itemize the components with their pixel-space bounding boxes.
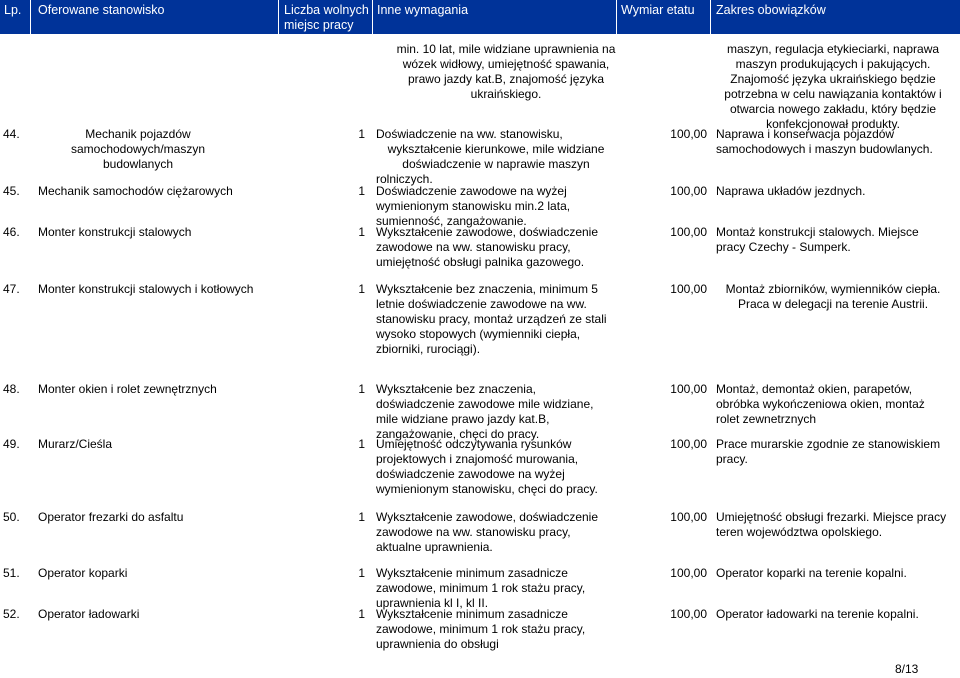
row-number: 45.	[3, 184, 20, 198]
text-line: Naprawa i konserwacja pojazdów	[716, 127, 895, 141]
duties-cell	[716, 127, 960, 157]
text-line: otwarcia nowego zakładu, który będzie	[729, 102, 937, 116]
text-line: Operator koparki na terenie kopalni.	[716, 566, 907, 580]
duties-cell	[716, 566, 960, 581]
text-line: aktualne uprawnienia.	[376, 540, 493, 554]
text-line: Montaż, demontaż okien, parapetów,	[716, 382, 913, 396]
text-line: Wykształcenie bez znaczenia,	[376, 382, 536, 396]
text-line: Znajomość języka ukraińskiego będzie	[730, 72, 936, 86]
vacancy-count: 1	[358, 566, 365, 580]
vacancy-count: 1	[358, 607, 365, 621]
row-number: 51.	[3, 566, 20, 580]
header-count-line1: Liczba wolnych	[284, 3, 369, 17]
text-line: Operator koparki	[38, 566, 128, 580]
duties-cell	[716, 42, 950, 132]
position-cell	[38, 607, 278, 622]
row-number: 48.	[3, 382, 20, 396]
text-line: zawodowe, minimum 1 rok stażu pracy,	[376, 581, 586, 595]
text-line: Prace murarskie zgodnie ze stanowiskiem	[716, 437, 941, 451]
text-line: Monter konstrukcji stalowych i kotłowych	[38, 282, 254, 296]
requirements-cell	[376, 42, 636, 102]
text-line: wymienionym stanowisku, chęci do pracy.	[376, 482, 598, 496]
fte-value: 100,00	[670, 607, 707, 621]
duties-cell	[716, 382, 960, 427]
position-cell	[38, 382, 278, 397]
requirements-cell	[376, 566, 636, 611]
header-divider	[372, 0, 373, 34]
text-line: Mechanik pojazdów	[85, 127, 191, 141]
position-cell	[38, 437, 278, 452]
text-line: obróbka wykończeniowa okien, montaż	[716, 397, 925, 411]
requirements-cell	[376, 225, 636, 270]
row-number: 49.	[3, 437, 20, 451]
text-line: samochodowych/maszyn budowlanych	[70, 142, 206, 171]
vacancy-count: 1	[358, 282, 365, 296]
text-line: wózek widłowy, umiejętność spawania,	[402, 57, 610, 71]
text-line: Mechanik samochodów ciężarowych	[38, 184, 233, 198]
text-line: doświadczenie zawodowe mile widziane,	[376, 397, 594, 411]
text-line: min. 10 lat, mile widziane uprawnienia na	[396, 42, 616, 56]
position-cell	[38, 282, 278, 297]
text-line: doświadczenie zawodowe na wyżej	[376, 467, 565, 481]
requirements-cell	[376, 382, 636, 442]
text-line: rolniczych.	[376, 172, 433, 186]
duties-cell	[716, 607, 960, 622]
text-line: maszyn produkujących i pakujących.	[735, 57, 931, 71]
position-cell	[38, 225, 278, 240]
text-line: uprawnienia do obsługi	[376, 637, 499, 651]
fte-value: 100,00	[670, 225, 707, 239]
requirements-cell	[376, 607, 636, 652]
requirements-cell	[376, 127, 636, 187]
text-line: pracy.	[716, 452, 748, 466]
text-line: wymienionym stanowisku min.2 lata,	[376, 199, 571, 213]
vacancy-count: 1	[358, 437, 365, 451]
text-line: Naprawa układów jezdnych.	[716, 184, 866, 198]
text-line: prawo jazdy kat.B, znajomość języka	[407, 72, 605, 86]
header-requirements: Inne wymagania	[377, 3, 469, 17]
text-line: mile widziane prawo jazdy kat.B,	[376, 412, 550, 426]
fte-value: 100,00	[670, 282, 707, 296]
text-line: konfekcjonował produkty.	[766, 117, 900, 131]
header-divider	[278, 0, 279, 34]
text-line: Praca w delegacji na terenie Austrii.	[737, 297, 929, 311]
text-line: zawodowe na ww. stanowisku pracy,	[376, 240, 571, 254]
fte-value: 100,00	[670, 382, 707, 396]
fte-value: 100,00	[670, 566, 707, 580]
header-duties: Zakres obowiązków	[716, 3, 826, 17]
text-line: maszyn, regulacja etykieciarki, naprawa	[726, 42, 940, 56]
text-line: pracy Czechy - Sumperk.	[716, 240, 851, 254]
text-line: Wykształcenie minimum zasadnicze	[376, 607, 568, 621]
text-line: doświadczenie w naprawie maszyn	[402, 157, 590, 171]
text-line: Doświadczenie na ww. stanowisku,	[376, 127, 563, 141]
text-line: Wykształcenie bez znaczenia, minimum 5	[376, 282, 598, 296]
vacancy-count: 1	[358, 510, 365, 524]
text-line: Umiejętność obsługi frezarki. Miejsce pracy	[716, 510, 947, 524]
requirements-cell	[376, 282, 636, 357]
text-line: potrzebna w celu nawiązania kontaktów i	[724, 87, 942, 101]
vacancy-count: 1	[358, 225, 365, 239]
position-cell	[38, 566, 278, 581]
fte-value: 100,00	[670, 184, 707, 198]
row-number: 50.	[3, 510, 20, 524]
text-line: samochodowych i maszyn budowlanych.	[716, 142, 933, 156]
text-line: Wykształcenie minimum zasadnicze	[376, 566, 568, 580]
duties-cell	[716, 282, 950, 312]
text-line: Operator ładowarki	[38, 607, 140, 621]
text-line: zangażowanie, chęci do pracy.	[376, 427, 540, 441]
header-count-line2: miejsc pracy	[284, 18, 354, 32]
duties-cell	[716, 510, 960, 540]
text-line: Doświadczenie zawodowe na wyżej	[376, 184, 567, 198]
row-number: 44.	[3, 127, 20, 141]
header-divider	[710, 0, 711, 34]
text-line: zbiorniki, rurociągi).	[376, 342, 481, 356]
table-header	[0, 0, 960, 34]
position-cell	[38, 184, 278, 199]
text-line: ukraińskiego.	[470, 87, 542, 101]
duties-cell	[716, 437, 960, 467]
position-cell	[38, 127, 238, 172]
page-number: 8/13	[895, 662, 919, 676]
text-line: Montaż konstrukcji stalowych. Miejsce	[716, 225, 919, 239]
header-lp: Lp.	[4, 3, 22, 17]
text-line: sumienność, zangażowanie.	[376, 214, 527, 228]
row-number: 47.	[3, 282, 20, 296]
text-line: rolet zewnetrznych	[716, 412, 817, 426]
fte-value: 100,00	[670, 437, 707, 451]
text-line: Monter okien i rolet zewnętrznych	[38, 382, 217, 396]
text-line: Wykształcenie zawodowe, doświadczenie	[376, 510, 598, 524]
requirements-cell	[376, 437, 636, 497]
text-line: Operator frezarki do asfaltu	[38, 510, 184, 524]
header-fte: Wymiar etatu	[621, 3, 695, 17]
fte-value: 100,00	[670, 510, 707, 524]
row-number: 46.	[3, 225, 20, 239]
text-line: zawodowe, minimum 1 rok stażu pracy,	[376, 622, 586, 636]
text-line: Operator ładowarki na terenie kopalni.	[716, 607, 919, 621]
requirements-cell	[376, 510, 636, 555]
text-line: wysoko stopowych (wymienniki ciepła,	[376, 327, 581, 341]
position-cell	[38, 510, 278, 525]
duties-cell	[716, 225, 960, 255]
fte-value: 100,00	[670, 127, 707, 141]
header-divider	[30, 0, 31, 34]
vacancy-count: 1	[358, 127, 365, 141]
requirements-cell	[376, 184, 636, 229]
text-line: Monter konstrukcji stalowych	[38, 225, 192, 239]
text-line: projektowych i znajomość murowania,	[376, 452, 579, 466]
vacancy-count: 1	[358, 184, 365, 198]
text-line: Montaż zbiorników, wymienników ciepła.	[725, 282, 941, 296]
text-line: umiejętność obsługi palnika gazowego.	[376, 255, 585, 269]
text-line: zawodowe na ww. stanowisku pracy,	[376, 525, 571, 539]
text-line: Wykształcenie zawodowe, doświadczenie	[376, 225, 598, 239]
vacancy-count: 1	[358, 382, 365, 396]
duties-cell	[716, 184, 960, 199]
text-line: stanowisku pracy, montaż urządzeń ze stali	[376, 312, 607, 326]
text-line: Murarz/Cieśla	[38, 437, 113, 451]
text-line: uprawnienia kl I, kl II.	[376, 596, 489, 610]
text-line: teren województwa opolskiego.	[716, 525, 883, 539]
header-divider	[616, 0, 617, 34]
text-line: wykształcenie kierunkowe, mile widziane	[387, 142, 605, 156]
text-line: letnie doświadczenie zawodowe na ww.	[376, 297, 587, 311]
header-position: Oferowane stanowisko	[38, 3, 165, 17]
row-number: 52.	[3, 607, 20, 621]
text-line: Umiejętność odczytywania rysunków	[376, 437, 572, 451]
